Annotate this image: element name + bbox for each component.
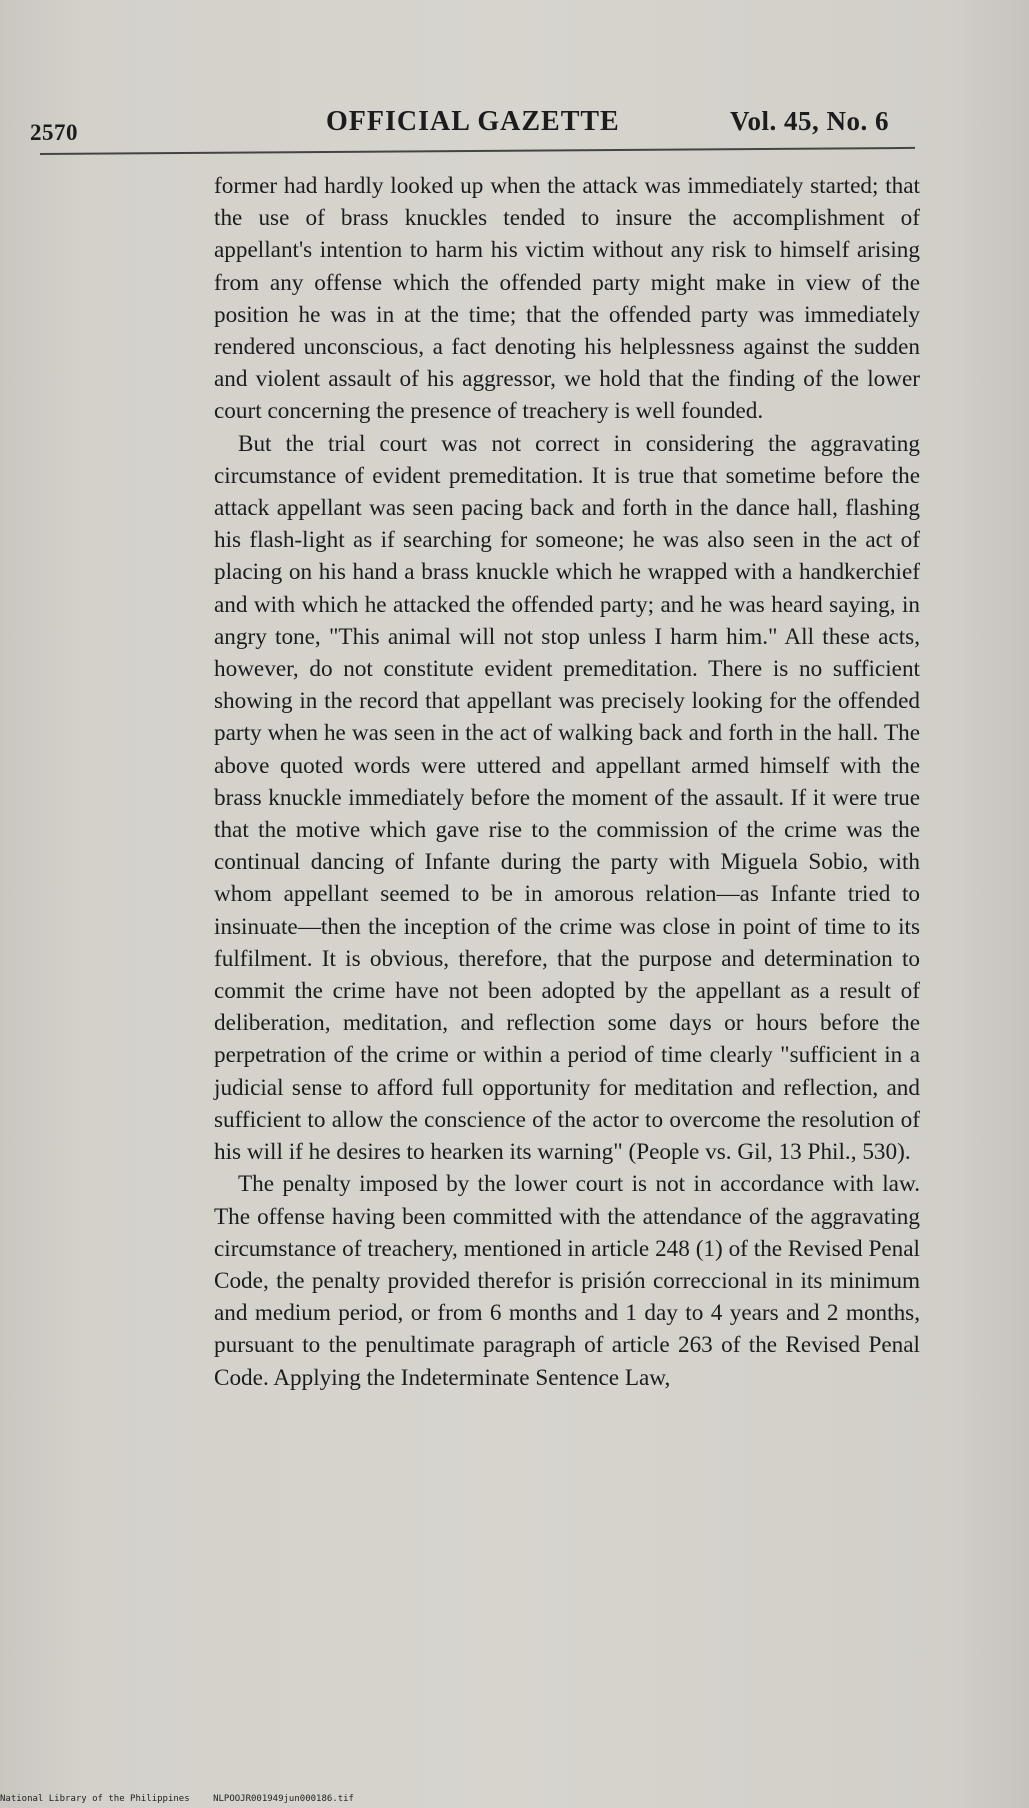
scan-footer xyxy=(0,1794,372,1804)
volume-number: Vol. 45, No. 6 xyxy=(730,106,890,136)
body-text xyxy=(214,170,920,1394)
header-rule xyxy=(40,147,915,155)
paragraph-2: But the trial court was not correct in considering the aggravating circumstance of evident premeditation. It is true that sometime before the attack appellant was seen pacing back and forth in the dance hall, flashing his flash-light as if searching for someone; he was also seen in the act of placing on his hand a brass knuckle which he wrapped with a handkerchief and with which he attacked the offended party; and he was heard saying, in angry tone, "This animal will not stop unless I harm him." All these acts, however, do not constitute evident premeditation. There is no sufficient showing in the record that appellant was precisely looking for the offended party when he was seen in the act of walking back and forth in the hall. The above quoted words were uttered and appellant armed himself with the brass knuckle immediately before the moment of the assault. If it were true that the motive which gave rise to the commission of the crime was the continual dancing of Infante during the party with Miguela Sobio, with whom appellant seemed to be in amorous relation—as Infante tried to insinuate—then the inception of the crime was close in point of time to its fulfilment. It is obvious, therefore, that the purpose and determination to commit the crime have not been adopted by the appellant as a result of deliberation, meditation, and reflection some days or hours before the perpetration of the crime or within a period of time clearly "sufficient in a judicial sense to afford full opportunity for meditation and reflection, and sufficient to allow the conscience of the actor to overcome the resolution of his will if he desires to hearken its warning" (People vs. Gil, 13 Phil., 530). xyxy=(214,430,920,1166)
paragraph-1: former had hardly looked up when the attack was immediately started; that the use of brass knuckles tended to insure the accomplishment of appellant's intention to harm his victim without any risk to himself arising from any offense which the offended party might make in view of the position he was in at the time; that the offended party was immediately rendered unconscious, a fact denoting his helplessness against the sudden and violent assault of his aggressor, we hold that the finding of the lower court concerning the presence of treachery is well founded. xyxy=(214,173,920,425)
page-number: 2570 xyxy=(30,120,78,145)
page-header xyxy=(0,98,1029,146)
paragraph-3: The penalty imposed by the lower court is not in accordance with law. The offense having been committed with the attendance of the aggravating circumstance of treachery, mentioned in article 248 (1) of the Revised Penal Code, the penalty provided therefor is prisión correccional in its minimum and medium period, or from 6 months and 1 day to 4 years and 2 months, pursuant to the penultimate paragraph of article 263 of the Revised Penal Code. Applying the Indeterminate Sentence Law, xyxy=(214,1171,920,1391)
running-title: OFFICIAL GAZETTE xyxy=(326,106,620,137)
footer-file: NLPOOJR001949jun000186.tif xyxy=(213,1794,354,1804)
footer-library: National Library of the Philippines xyxy=(0,1794,190,1804)
